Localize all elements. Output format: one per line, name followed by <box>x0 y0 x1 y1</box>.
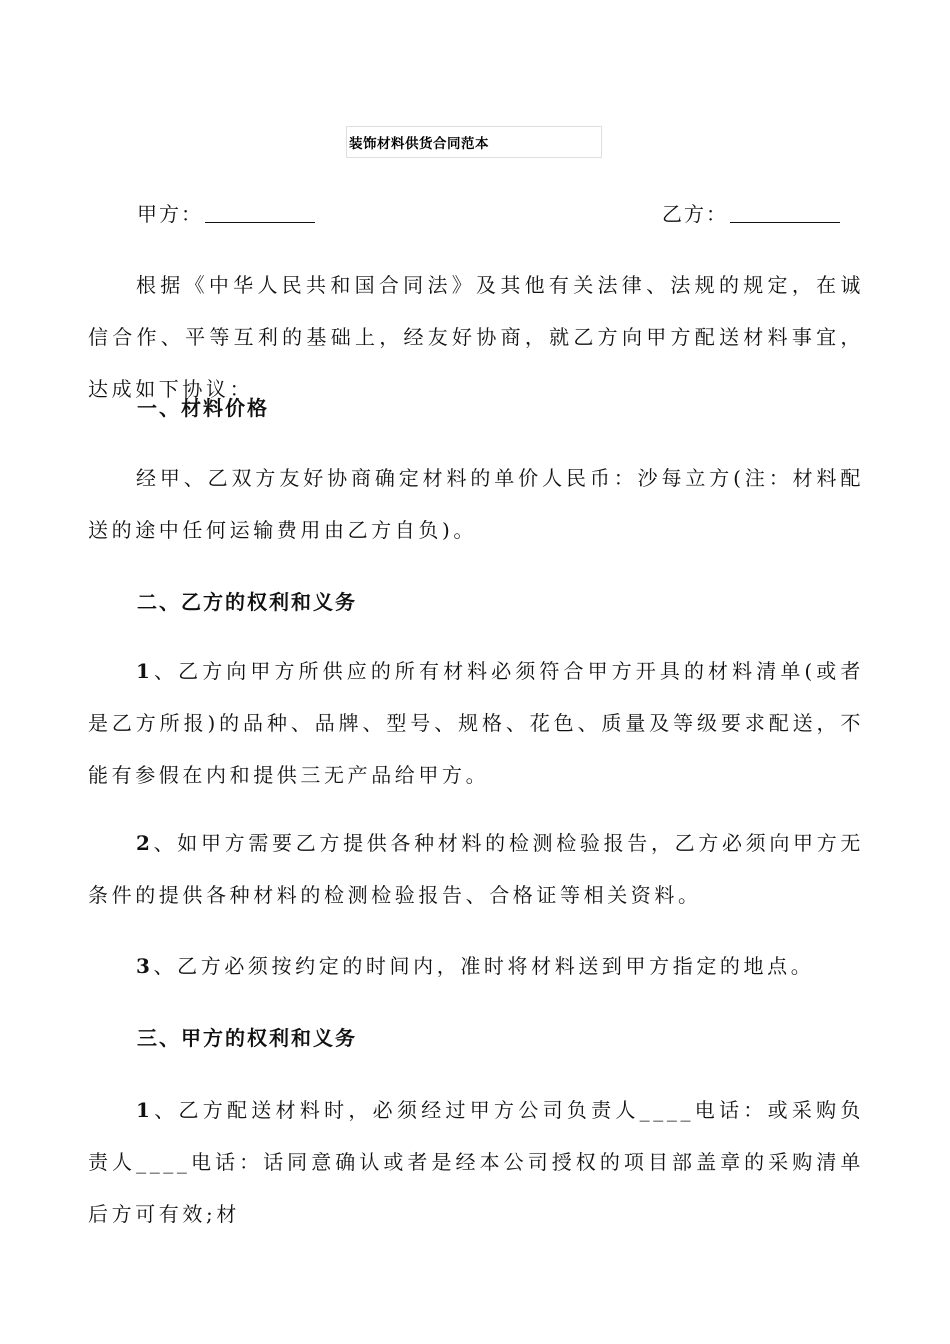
title-box <box>346 126 602 158</box>
party-a-field <box>137 201 315 227</box>
section3-heading: 三、甲方的权利和义务 <box>137 1026 357 1050</box>
document-title: 装饰材料供货合同范本 <box>349 136 489 152</box>
section2-item2-text: 、如甲方需要乙方提供各种材料的检测检验报告，乙方必须向甲方无条件的提供各种材料的检测检验报告、合格证等相关资料。 <box>88 831 864 907</box>
section2-item2-number: 2 <box>136 831 154 855</box>
party-a-blank <box>205 202 315 223</box>
section2-item1-text: 、乙方向甲方所供应的所有材料必须符合甲方开具的材料清单(或者是乙方所报)的品种、品牌、型号、规格、花色、质量及等级要求配送，不能有参假在内和提供三无产品给甲方。 <box>88 659 864 787</box>
section3-item1-text: 、乙方配送材料时，必须经过甲方公司负责人____电话：或采购负责人____电话：话同意确认或者是经本公司授权的项目部盖章的采购清单后方可有效;材 <box>88 1098 864 1226</box>
party-a-label: 甲方： <box>137 202 203 226</box>
party-b-field <box>662 201 840 227</box>
section2-item1 <box>88 645 864 801</box>
section2-item2 <box>88 817 864 921</box>
section2-item1-number: 1 <box>136 659 154 683</box>
section2-item3 <box>88 940 864 992</box>
section2-heading: 二、乙方的权利和义务 <box>137 590 357 614</box>
party-b-blank <box>730 202 840 223</box>
section2-item3-text: 、乙方必须按约定的时间内，准时将材料送到甲方指定的地点。 <box>153 954 815 978</box>
section3-item1-number: 1 <box>136 1098 154 1122</box>
section3-item1 <box>88 1084 864 1240</box>
intro-paragraph: 根据《中华人民共和国合同法》及其他有关法律、法规的规定，在诚信合作、平等互利的基础上，经友好协商，就乙方向甲方配送材料事宜，达成如下协议： <box>88 273 864 401</box>
section1-paragraph: 经甲、乙双方友好协商确定材料的单价人民币：沙每立方(注：材料配送的途中任何运输费用由乙方自负)。 <box>88 466 864 542</box>
section2-item3-number: 3 <box>136 954 154 978</box>
party-b-label: 乙方： <box>662 202 728 226</box>
section1-heading: 一、材料价格 <box>137 396 269 420</box>
